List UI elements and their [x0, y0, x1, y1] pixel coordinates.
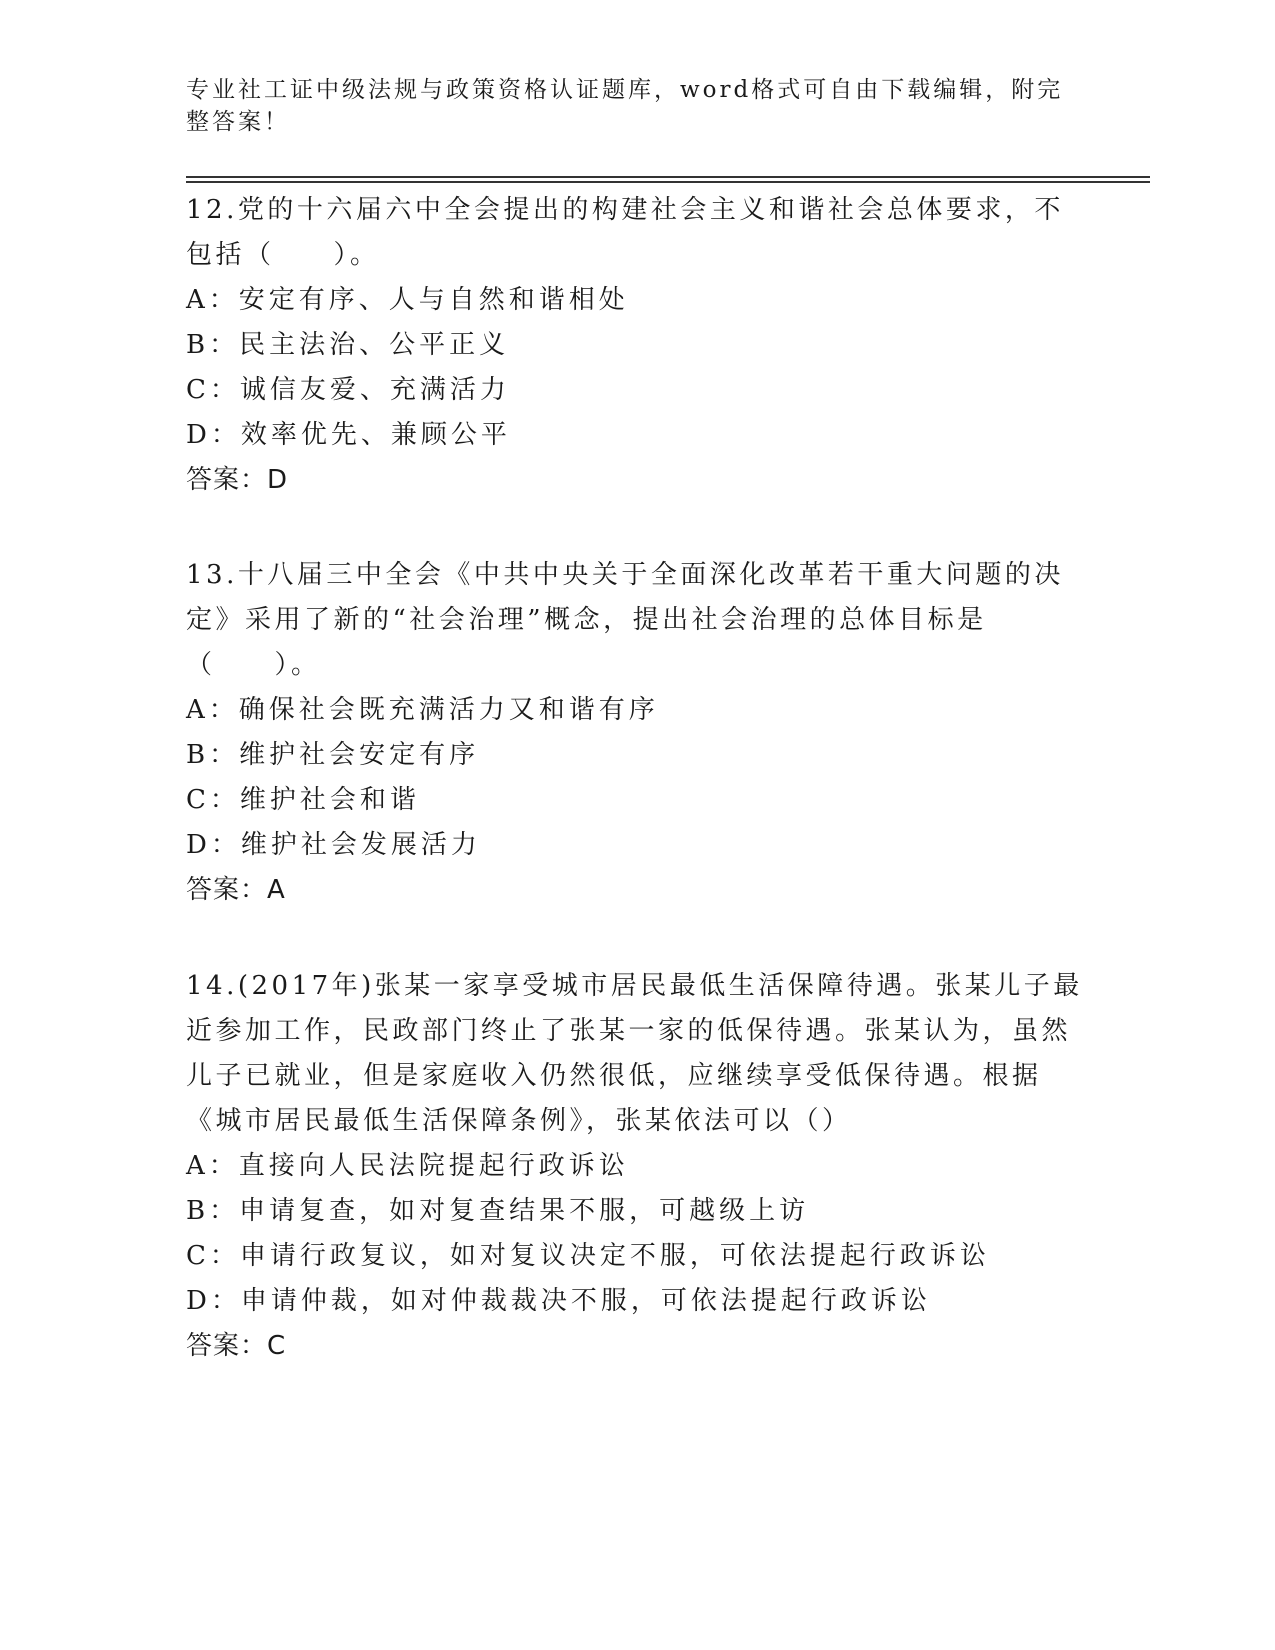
option-b: B：申请复查，如对复查结果不服，可越级上访: [186, 1196, 810, 1226]
question-12: [186, 188, 1086, 503]
question-stem: 12.党的十六届六中全会提出的构建社会主义和谐社会总体要求，不包括（ ）。: [186, 195, 1064, 270]
option-d: D：效率优先、兼顾公平: [186, 420, 511, 450]
header-divider-top: [186, 176, 1150, 178]
option-a: A：确保社会既充满活力又和谐有序: [186, 695, 659, 725]
answer-line: 答案：A: [186, 875, 286, 905]
option-c: C：诚信友爱、充满活力: [186, 375, 510, 405]
option-a: A：直接向人民法院提起行政诉讼: [186, 1151, 629, 1181]
option-c: C：维护社会和谐: [186, 785, 420, 815]
question-stem: 14.(2017年)张某一家享受城市居民最低生活保障待遇。张某儿子最近参加工作，民政部门终止了张某一家的低保待遇。张某认为，虽然儿子已就业，但是家庭收入仍然很低，应继续享受低保待遇。根据《城市居民最低生活保障条例》，张某依法可以（）: [186, 971, 1083, 1136]
option-a: A：安定有序、人与自然和谐相处: [186, 285, 629, 315]
option-b: B：民主法治、公平正义: [186, 330, 510, 360]
header-divider-bottom: [186, 181, 1150, 183]
page-header: 专业社工证中级法规与政策资格认证题库，word格式可自由下载编辑，附完整答案！: [186, 77, 1064, 135]
answer-line: 答案：D: [186, 465, 289, 495]
answer-line: 答案：C: [186, 1331, 287, 1361]
option-b: B：维护社会安定有序: [186, 740, 480, 770]
question-13: [186, 553, 1086, 913]
option-c: C：申请行政复议，如对复议决定不服，可依法提起行政诉讼: [186, 1241, 990, 1271]
option-d: D：申请仲裁，如对仲裁裁决不服，可依法提起行政诉讼: [186, 1286, 931, 1316]
question-stem: 13.十八届三中全会《中共中央关于全面深化改革若干重大问题的决定》采用了新的“社会治理”概念，提出社会治理的总体目标是（ ）。: [186, 560, 1064, 680]
option-d: D：维护社会发展活力: [186, 830, 481, 860]
question-14: [186, 964, 1086, 1369]
